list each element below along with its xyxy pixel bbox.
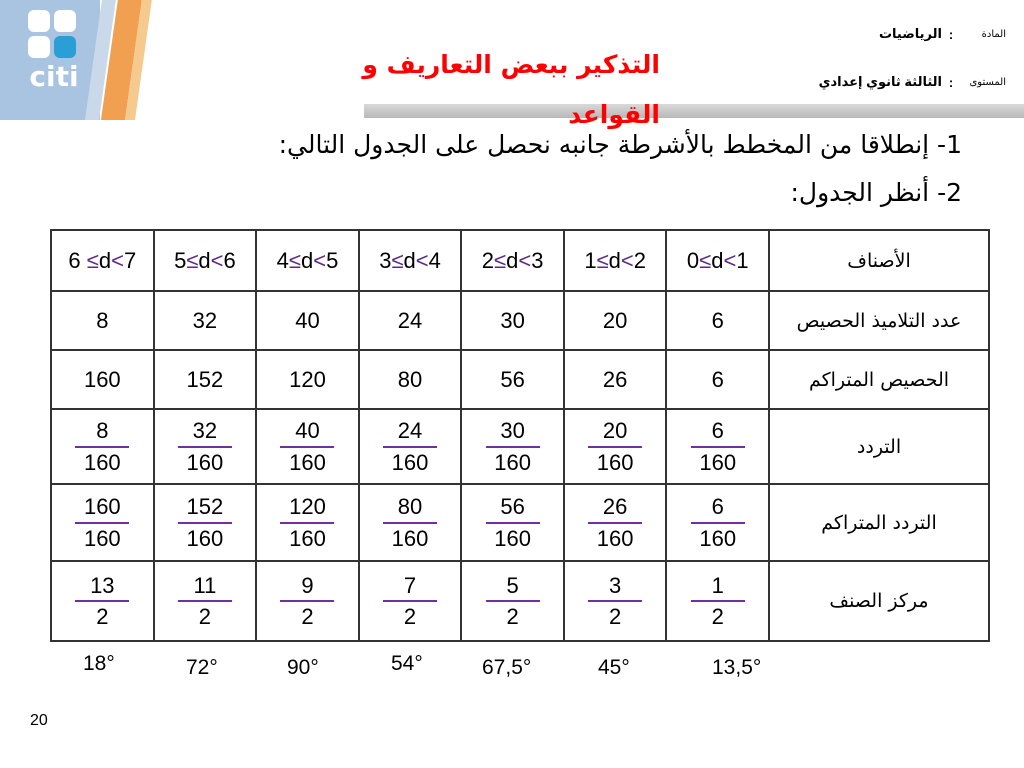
class-b: 6: [223, 247, 236, 273]
statistics-table: [50, 229, 990, 642]
class-cell: [564, 230, 667, 291]
fraction-denominator: 160: [699, 449, 737, 475]
fraction: [588, 494, 642, 551]
fraction: [178, 418, 232, 475]
class-op2: <: [620, 247, 634, 273]
midpoint-row: [51, 561, 989, 641]
lesson-info: [766, 22, 1006, 94]
class-v: d: [711, 247, 724, 273]
cumulative-cell: 6: [666, 350, 769, 409]
fraction-bar: [486, 446, 540, 448]
frequency-cell: [51, 409, 154, 484]
fraction: [691, 418, 745, 475]
class-v: d: [506, 247, 519, 273]
frequency-cell: [461, 409, 564, 484]
fraction: [178, 573, 232, 630]
fraction: [383, 418, 437, 475]
fraction-bar: [383, 600, 437, 602]
cumulative-frequency-cell: [51, 484, 154, 561]
subject-key: المادة: [981, 28, 1006, 40]
class-op1: ≤: [699, 247, 712, 273]
cumulative-frequency-cell: [666, 484, 769, 561]
class-b: 3: [531, 247, 544, 273]
fraction: [383, 494, 437, 551]
midpoints-cell: [256, 561, 359, 641]
subject-row: [766, 22, 1006, 46]
fraction-bar: [75, 600, 129, 602]
level-key: المستوى: [969, 76, 1006, 88]
subject-value: الرياضيات: [878, 26, 942, 41]
frequency-cell: [256, 409, 359, 484]
class-b: 4: [428, 247, 441, 273]
class-op2: <: [518, 247, 532, 273]
fraction-bar: [75, 446, 129, 448]
class-a: 3: [379, 247, 392, 273]
class-cell: [51, 230, 154, 291]
cumulative-cell: 56: [461, 350, 564, 409]
class-cell: [359, 230, 462, 291]
cumulative-frequency-cell: [359, 484, 462, 561]
class-interval: [277, 248, 339, 274]
class-op1: ≤: [391, 247, 404, 273]
subject-separator: :: [948, 26, 954, 42]
fraction-denominator: 160: [186, 449, 224, 475]
fraction-denominator: 2: [506, 604, 519, 629]
frequency-cell: [359, 409, 462, 484]
fraction: [178, 494, 232, 551]
fraction-denominator: 160: [494, 525, 531, 551]
fraction-denominator: 160: [596, 449, 634, 475]
midpoints-cell: [461, 561, 564, 641]
class-op1: ≤: [186, 247, 199, 273]
cumulative-frequency-cell: [461, 484, 564, 561]
level-separator: :: [948, 74, 954, 90]
fraction: [691, 573, 745, 630]
class-a: 0: [686, 247, 700, 273]
row-label-cumulative: الحصيص المتراكم: [769, 350, 989, 409]
fraction-numerator: 11: [193, 572, 217, 598]
fraction: [75, 494, 129, 551]
cumulative-cell: 160: [51, 350, 154, 409]
class-v: d: [300, 247, 314, 273]
fraction-numerator: 32: [192, 418, 218, 444]
fraction-bar: [486, 600, 540, 602]
class-op1: ≤: [288, 247, 301, 273]
fraction-denominator: 160: [596, 525, 634, 551]
frequency-row: [51, 409, 989, 484]
fraction-bar: [178, 522, 232, 524]
count-cell: 20: [564, 291, 667, 350]
count-cell: 8: [51, 291, 154, 350]
fraction: [588, 418, 642, 475]
class-interval: [68, 248, 136, 274]
instruction-1: 1- إنطلاقا من المخطط بالأشرطة جانبه نحصل على الجدول التالي:: [278, 130, 962, 159]
fraction-bar: [383, 522, 437, 524]
fraction-numerator: 6: [711, 494, 724, 520]
fraction-denominator: 2: [96, 604, 109, 629]
fraction-denominator: 160: [494, 449, 531, 475]
class-a: 2: [481, 247, 494, 273]
fraction-bar: [588, 600, 642, 602]
instruction-2: 2- أنظر الجدول:: [790, 178, 962, 207]
fraction-bar: [691, 522, 745, 524]
class-op2: <: [111, 247, 124, 273]
fraction-denominator: 2: [403, 604, 417, 629]
cumulative-cell: 80: [359, 350, 462, 409]
count-cell: 24: [359, 291, 462, 350]
class-cell: [256, 230, 359, 291]
fraction-numerator: 160: [83, 494, 121, 520]
class-a: 5: [174, 247, 187, 273]
fraction-denominator: 160: [391, 449, 429, 475]
fraction-numerator: 30: [500, 418, 525, 444]
fraction-denominator: 160: [289, 449, 326, 475]
angle-label: 13,5°: [712, 656, 762, 679]
fraction: [280, 418, 334, 475]
count-cell: 40: [256, 291, 359, 350]
frequency-cell: [564, 409, 667, 484]
cumulative-frequency-cell: [256, 484, 359, 561]
angle-label: 18°: [83, 652, 115, 675]
fraction-bar: [691, 600, 745, 602]
class-interval: [174, 248, 236, 274]
frequency-cell: [666, 409, 769, 484]
count-cell: 30: [461, 291, 564, 350]
row-label-cumulative-frequency: التردد المتراكم: [769, 484, 989, 561]
fraction-numerator: 152: [186, 494, 224, 520]
fraction: [486, 573, 540, 630]
class-op2: <: [210, 247, 224, 273]
midpoints-cell: [154, 561, 257, 641]
row-label-counts: عدد التلاميذ الحصيص: [769, 291, 989, 350]
fraction-numerator: 40: [295, 418, 320, 444]
citi-logo: [26, 10, 82, 96]
midpoints-cell: [564, 561, 667, 641]
counts-row: [51, 291, 989, 350]
fraction-denominator: 2: [609, 604, 622, 629]
fraction: [383, 573, 437, 630]
fraction: [486, 418, 540, 475]
class-b: 2: [633, 247, 646, 273]
fraction-numerator: 24: [397, 418, 423, 444]
cumulative-frequency-cell: [154, 484, 257, 561]
fraction-numerator: 9: [301, 572, 314, 598]
level-value: الثالثة ثانوي إعدادي: [818, 74, 942, 89]
fraction-numerator: 3: [609, 572, 622, 598]
fraction-bar: [588, 522, 642, 524]
angle-label: 45°: [598, 656, 630, 679]
fraction-bar: [280, 600, 334, 602]
fraction-denominator: 2: [711, 604, 724, 629]
fraction-numerator: 7: [403, 572, 417, 598]
classes-row: [51, 230, 989, 291]
class-op1: ≤: [86, 247, 99, 273]
class-v: d: [608, 247, 621, 273]
cumulative-row: [51, 350, 989, 409]
row-label-frequency: التردد: [769, 409, 989, 484]
fraction-bar: [75, 522, 129, 524]
fraction: [691, 494, 745, 551]
midpoints-cell: [666, 561, 769, 641]
fraction: [280, 573, 334, 630]
fraction-denominator: 160: [699, 525, 737, 551]
fraction: [486, 494, 540, 551]
class-v: d: [403, 247, 416, 273]
row-label-classes: الأصناف: [769, 230, 989, 291]
cumulative-cell: 152: [154, 350, 257, 409]
fraction-bar: [280, 446, 334, 448]
cumulative-frequency-cell: [564, 484, 667, 561]
class-op2: <: [723, 247, 737, 273]
class-interval: [482, 248, 544, 274]
class-op2: <: [415, 247, 429, 273]
fraction: [280, 494, 334, 551]
cumulative-cell: 26: [564, 350, 667, 409]
class-op1: ≤: [596, 247, 609, 273]
fraction: [588, 573, 642, 630]
fraction-denominator: 2: [301, 604, 314, 629]
fraction: [75, 573, 129, 630]
cumulative-cell: 120: [256, 350, 359, 409]
fraction-numerator: 5: [506, 572, 519, 598]
fraction-numerator: 13: [90, 572, 115, 598]
class-b: 1: [736, 247, 749, 273]
fraction-numerator: 8: [96, 418, 109, 444]
angle-label: 72°: [186, 656, 218, 679]
fraction-denominator: 160: [83, 449, 121, 475]
angle-label: 54°: [391, 652, 423, 675]
class-op2: <: [313, 247, 327, 273]
fraction-numerator: 1: [711, 572, 724, 598]
fraction-bar: [178, 600, 232, 602]
fraction-numerator: 20: [602, 418, 628, 444]
class-a: 6: [68, 247, 87, 273]
class-cell: [461, 230, 564, 291]
fraction-numerator: 56: [500, 494, 525, 520]
fraction-bar: [280, 522, 334, 524]
fraction: [75, 418, 129, 475]
fraction-bar: [588, 446, 642, 448]
angle-label: 90°: [287, 656, 319, 679]
fraction-numerator: 120: [289, 494, 326, 520]
logo-text: citi: [29, 60, 79, 93]
class-cell: [154, 230, 257, 291]
fraction-bar: [691, 446, 745, 448]
class-b: 5: [326, 247, 339, 273]
class-a: 1: [584, 247, 597, 273]
cumulative-frequency-row: [51, 484, 989, 561]
slide-title: التذكير ببعض التعاريف و القواعد: [362, 50, 660, 129]
fraction-denominator: 160: [391, 525, 429, 551]
fraction-denominator: 160: [83, 525, 121, 551]
count-cell: 6: [666, 291, 769, 350]
angle-label: 67,5°: [482, 656, 532, 679]
class-v: d: [198, 247, 211, 273]
class-a: 4: [276, 247, 289, 273]
fraction-numerator: 80: [397, 494, 423, 520]
fraction-numerator: 6: [711, 418, 724, 444]
page-number: 20: [30, 712, 48, 729]
count-cell: 32: [154, 291, 257, 350]
class-cell: [666, 230, 769, 291]
fraction-denominator: 160: [186, 525, 224, 551]
frequency-cell: [154, 409, 257, 484]
fraction-numerator: 26: [602, 494, 628, 520]
fraction-denominator: 160: [289, 525, 326, 551]
fraction-bar: [178, 446, 232, 448]
class-b: 7: [123, 247, 137, 273]
level-row: [766, 70, 1006, 94]
fraction-denominator: 2: [198, 604, 212, 629]
fraction-bar: [383, 446, 437, 448]
midpoints-cell: [51, 561, 154, 641]
class-op1: ≤: [494, 247, 507, 273]
row-label-midpoint: مركز الصنف: [769, 561, 989, 641]
class-interval: [687, 248, 749, 274]
class-interval: [584, 248, 646, 274]
class-interval: [379, 248, 441, 274]
midpoints-cell: [359, 561, 462, 641]
fraction-bar: [486, 522, 540, 524]
class-v: d: [98, 247, 112, 273]
